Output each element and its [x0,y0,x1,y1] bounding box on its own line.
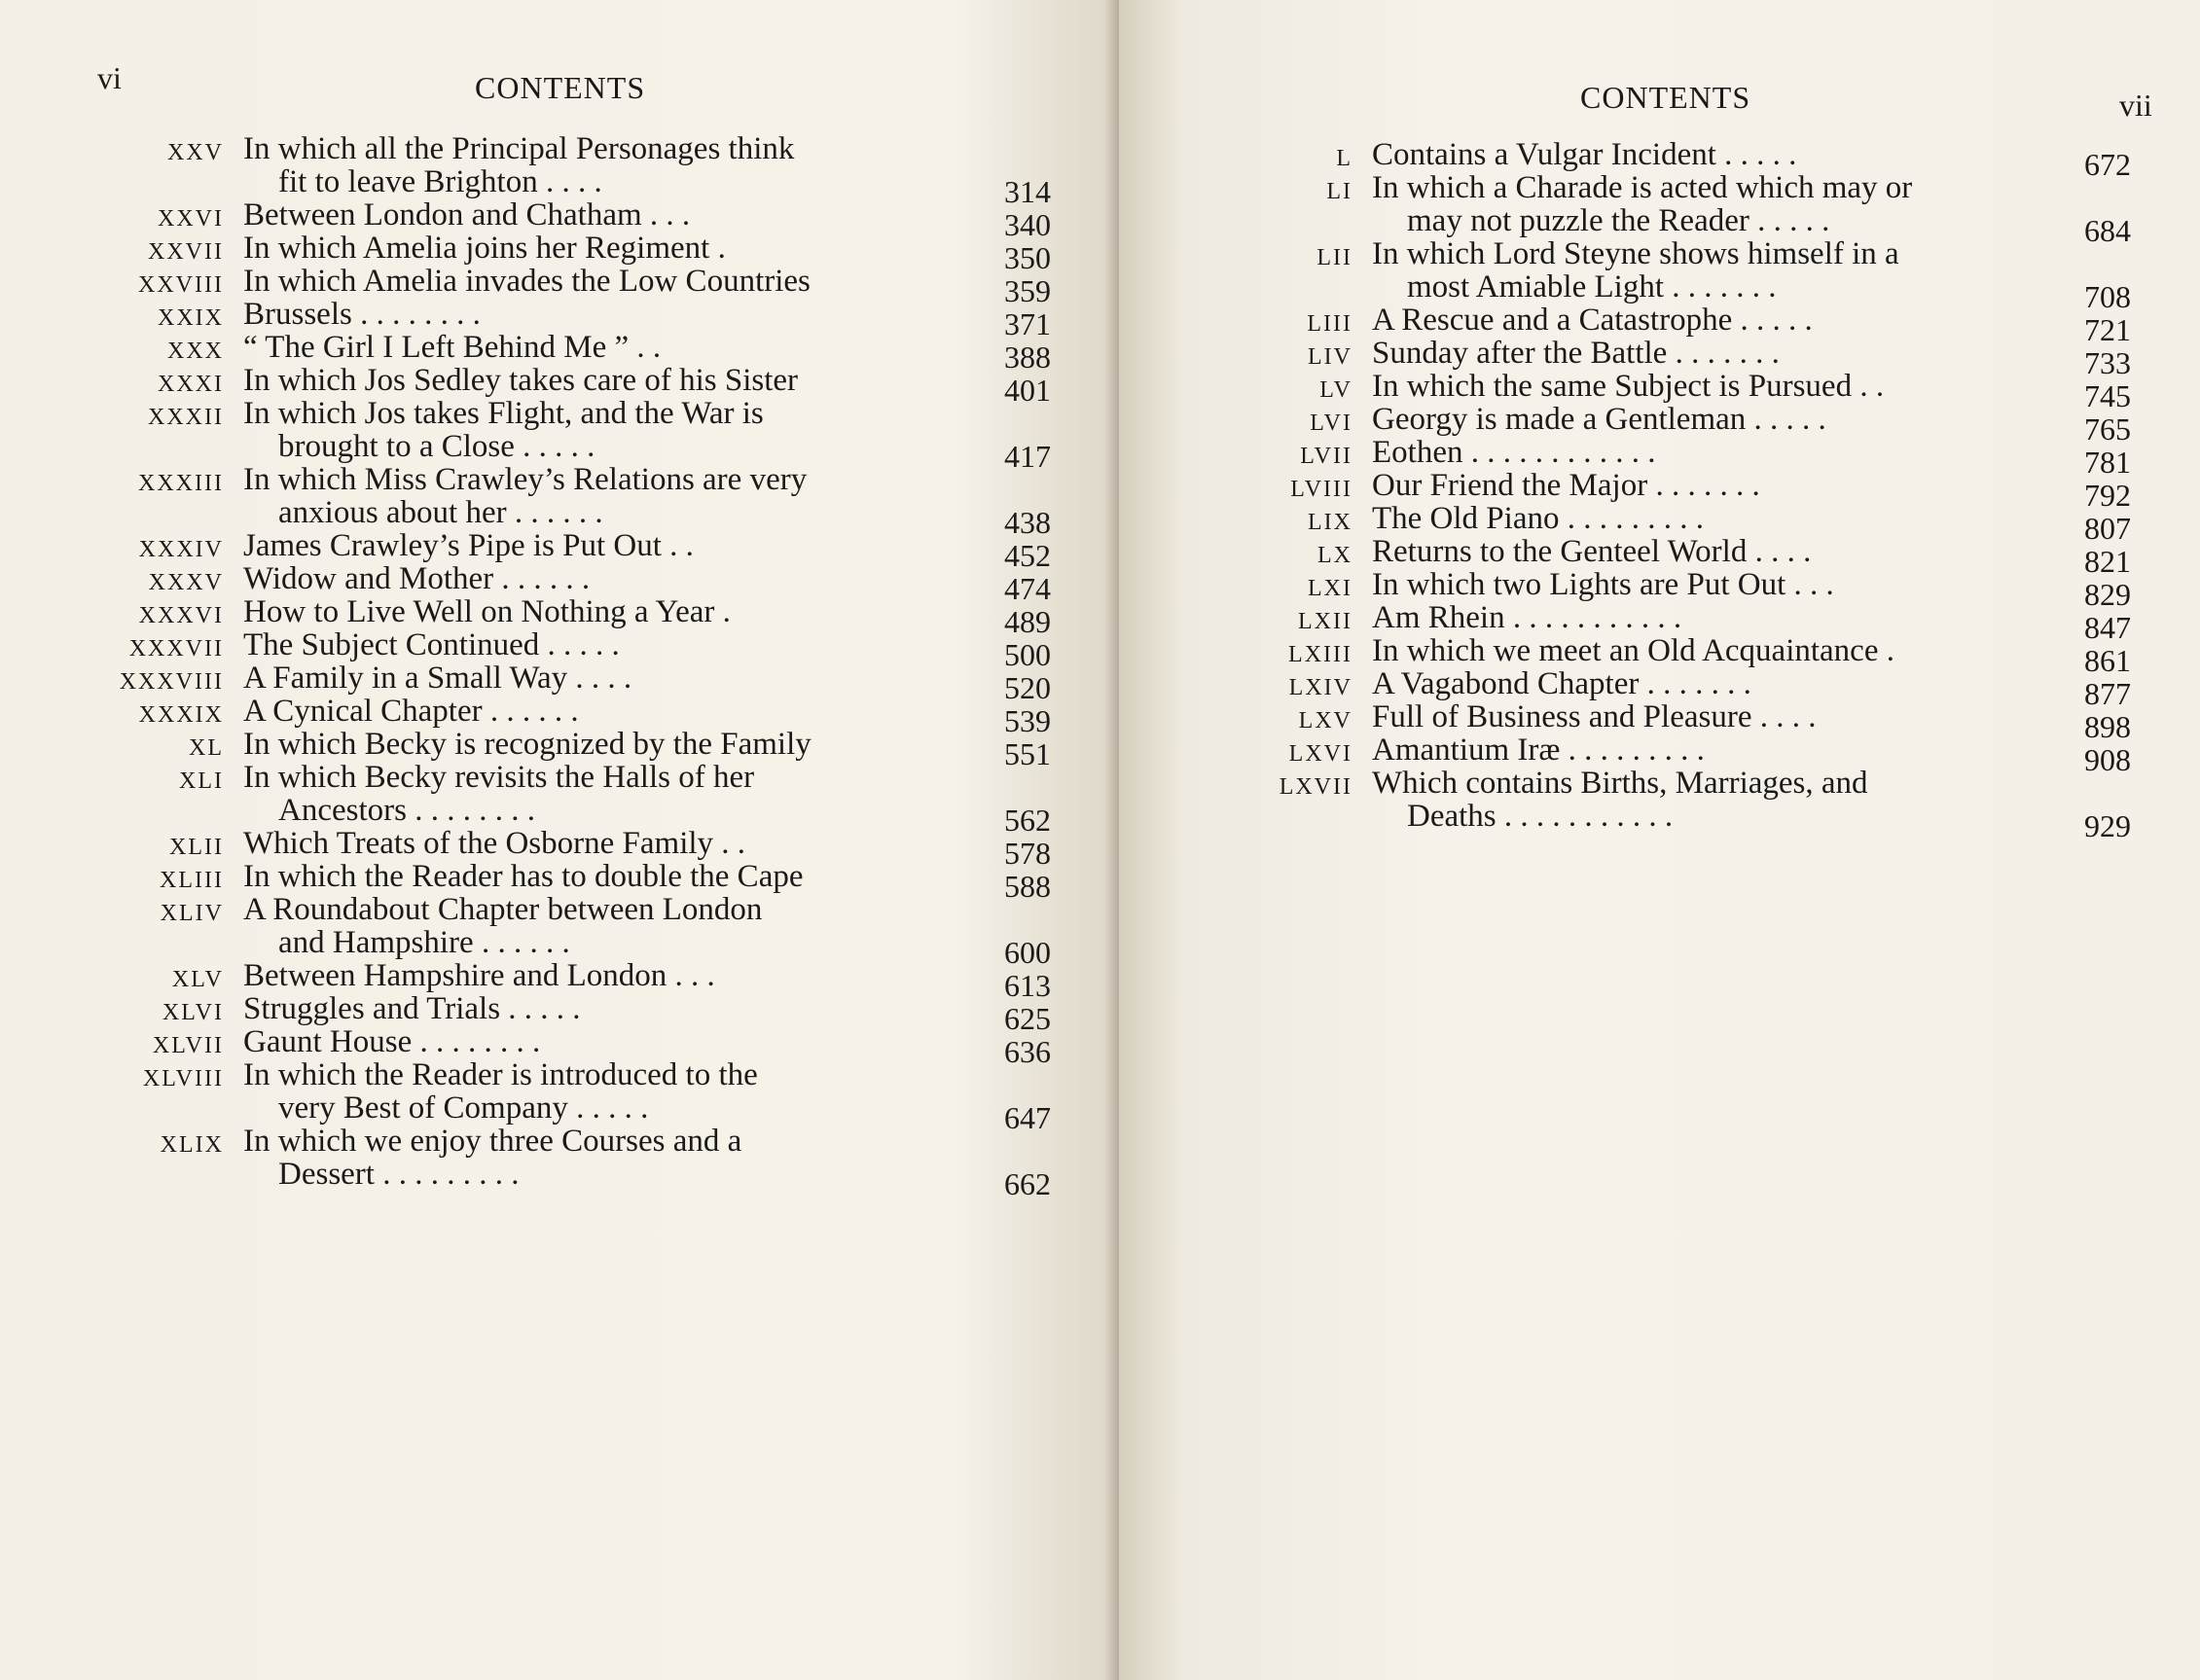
page-number: 898 [2084,709,2131,744]
chapter-title-line: A Vagabond Chapter . . . . . . . [1372,666,1751,701]
chapter-numeral: XXXIV [138,537,224,562]
chapter-title-line: The Old Piano . . . . . . . . . [1372,501,1704,536]
chapter-title-line: Which Treats of the Osborne Family . . [243,826,746,861]
chapter-numeral: XXXIX [138,702,224,728]
contents-entry [78,760,1061,838]
contents-entry [78,892,1061,970]
page-number: 708 [2084,279,2131,314]
chapter-title-line: may not puzzle the Reader . . . . . [1407,203,1830,238]
chapter-title-line: Brussels . . . . . . . . [243,297,481,332]
chapter-title [1372,138,2073,171]
chapter-title [243,827,963,860]
page-number: 733 [2084,345,2131,380]
contents-entry [78,627,1061,672]
chapter-title [243,463,963,529]
chapter-title-line: Full of Business and Pleasure . . . . [1372,699,1817,734]
chapter-title-line: The Subject Continued . . . . . [243,627,620,662]
chapter-title-line: Amantium Iræ . . . . . . . . . [1372,733,1705,768]
chapter-numeral: XXXVIII [119,669,224,695]
chapter-title-line: brought to a Close . . . . . [278,429,595,464]
contents-entry [1177,137,2150,182]
chapter-title [243,397,963,463]
chapter-title [243,364,963,397]
chapter-title [1372,237,2073,304]
contents-entry [1177,633,2150,678]
chapter-title-line: In which two Lights are Put Out . . . [1372,567,1834,602]
chapter-title-line: A Rescue and a Catastrophe . . . . . [1372,303,1813,338]
page-number: 861 [2084,643,2131,678]
page-number: 721 [2084,312,2131,347]
chapter-title [1372,667,2073,700]
contents-entry [78,661,1061,705]
chapter-numeral: L [1336,146,1352,171]
page-number: 500 [1004,637,1051,672]
page-number: 662 [1004,1166,1051,1201]
chapter-numeral: XXVII [148,239,224,265]
chapter-title [243,860,963,893]
chapter-numeral: LV [1319,377,1352,403]
chapter-title [1372,171,2073,237]
contents-entry [78,1057,1061,1135]
chapter-title-line: How to Live Well on Nothing a Year . [243,594,731,629]
chapter-title-line: In which Lord Steyne shows himself in a [1372,236,1899,271]
chapter-title-line: In which Becky revisits the Halls of her [243,760,755,795]
chapter-title [1372,634,2073,667]
chapter-title [1372,403,2073,436]
chapter-numeral: XLIII [160,868,224,893]
right-page [1119,0,2200,1680]
contents-entry [78,1124,1061,1201]
chapter-title [243,562,963,595]
left-running-head: CONTENTS [475,70,646,105]
chapter-title-line: In which Jos Sedley takes care of his Sister [243,363,799,398]
contents-entry [78,197,1061,242]
page-number: 684 [2084,213,2131,248]
chapter-title-line: In which we meet an Old Acquaintance . [1372,633,1894,668]
chapter-title [1372,733,2073,767]
chapter-numeral: LVI [1310,411,1352,436]
page-number: 829 [2084,577,2131,612]
chapter-numeral: LXVII [1279,774,1352,800]
chapter-numeral: XXXIII [138,471,224,496]
page-number: 551 [1004,736,1051,771]
chapter-title-line: Between London and Chatham . . . [243,197,691,232]
contents-entry [1177,766,2150,843]
page-number: 350 [1004,240,1051,275]
chapter-title [1372,436,2073,469]
contents-entry [78,727,1061,771]
chapter-numeral: XXXVI [138,603,224,628]
chapter-title [1372,304,2073,337]
chapter-title [243,893,963,959]
contents-entry [78,330,1061,375]
chapter-numeral: LIX [1308,510,1352,535]
chapter-numeral: LXIII [1288,642,1352,667]
page-number: 877 [2084,676,2131,711]
contents-entry [1177,369,2150,413]
contents-entry [78,131,1061,209]
contents-entry [1177,303,2150,347]
right-contents-list [1177,137,2150,843]
contents-entry [78,958,1061,1003]
page-number: 520 [1004,670,1051,705]
contents-entry [1177,666,2150,711]
page-number: 908 [2084,742,2131,777]
chapter-title [243,1125,963,1191]
chapter-title [243,232,963,265]
chapter-title [1372,568,2073,601]
chapter-title-line: In which the Reader has to double the Cape [243,859,804,894]
chapter-numeral: LXVI [1288,741,1352,767]
page-number: 474 [1004,571,1051,606]
chapter-title-line: Ancestors . . . . . . . . [278,793,535,828]
chapter-numeral: LVIII [1290,477,1352,502]
page-number: 438 [1004,505,1051,540]
chapter-title-line: Widow and Mother . . . . . . [243,561,591,596]
contents-entry [78,561,1061,606]
chapter-title [243,761,963,827]
chapter-title [243,595,963,628]
page-number: 314 [1004,174,1051,209]
contents-entry [78,363,1061,408]
chapter-numeral: LX [1317,543,1352,568]
contents-entry [78,231,1061,275]
chapter-numeral: XL [189,735,224,761]
contents-entry [1177,600,2150,645]
chapter-numeral: XXX [167,339,224,364]
chapter-title-line: Which contains Births, Marriages, and [1372,766,1868,801]
chapter-title [1372,469,2073,502]
chapter-title-line: A Family in a Small Way . . . . [243,661,632,696]
chapter-numeral: XLIV [160,901,224,926]
left-contents-list [78,131,1061,1201]
left-folio: vi [97,60,122,95]
chapter-title [1372,370,2073,403]
page-number: 340 [1004,207,1051,242]
chapter-numeral: XLI [179,769,224,794]
chapter-title-line: and Hampshire . . . . . . [278,925,570,960]
chapter-title-line: In which the same Subject is Pursued . . [1372,369,1885,404]
page-number: 401 [1004,373,1051,408]
chapter-title-line: Returns to the Genteel World . . . . [1372,534,1812,569]
chapter-title [243,728,963,761]
chapter-title-line: anxious about her . . . . . . [278,495,603,530]
chapter-title-line: In which all the Principal Personages think [243,131,795,166]
chapter-title-line: A Cynical Chapter . . . . . . [243,694,579,729]
chapter-title-line: Our Friend the Major . . . . . . . [1372,468,1760,503]
chapter-title-line: James Crawley’s Pipe is Put Out . . [243,528,694,563]
page-number: 600 [1004,935,1051,970]
chapter-numeral: LXIV [1288,675,1352,700]
chapter-title [243,132,963,198]
contents-entry [78,264,1061,308]
chapter-title-line: Dessert . . . . . . . . . [278,1157,520,1192]
contents-entry [1177,336,2150,380]
chapter-numeral: XLV [171,967,224,992]
chapter-title-line: Struggles and Trials . . . . . [243,991,581,1026]
chapter-numeral: LIV [1308,344,1352,370]
contents-entry [78,528,1061,573]
chapter-title [243,1058,963,1125]
page-number: 821 [2084,544,2131,579]
chapter-title-line: Eothen . . . . . . . . . . . . [1372,435,1656,470]
chapter-title [243,695,963,728]
chapter-title [1372,767,2073,833]
chapter-title-line: fit to leave Brighton . . . . [278,164,602,199]
page-number: 625 [1004,1001,1051,1036]
chapter-title-line: most Amiable Light . . . . . . . [1407,269,1777,304]
page-number: 647 [1004,1100,1051,1135]
chapter-numeral: XLVII [152,1033,224,1058]
chapter-numeral: XXXVII [128,636,224,661]
page-number: 613 [1004,968,1051,1003]
contents-entry [78,396,1061,474]
chapter-title [1372,601,2073,634]
chapter-title-line: Contains a Vulgar Incident . . . . . [1372,137,1797,172]
page-number: 371 [1004,306,1051,341]
chapter-title [1372,700,2073,733]
chapter-title-line: In which Jos takes Flight, and the War is [243,396,764,431]
contents-entry [1177,501,2150,546]
chapter-numeral: LI [1326,179,1352,204]
chapter-title-line: Between Hampshire and London . . . [243,958,715,993]
chapter-title-line: A Roundabout Chapter between London [243,892,763,927]
contents-entry [78,594,1061,639]
chapter-title [243,529,963,562]
chapter-title-line: “ The Girl I Left Behind Me ” . . [243,330,662,365]
chapter-title [243,959,963,992]
chapter-title-line: In which Amelia joins her Regiment . [243,231,726,266]
page-number: 539 [1004,703,1051,738]
page-number: 781 [2084,445,2131,480]
chapter-numeral: XLVIII [142,1066,224,1091]
page-number: 792 [2084,478,2131,513]
chapter-title [1372,535,2073,568]
chapter-numeral: XXVIII [138,272,224,298]
chapter-title-line: In which we enjoy three Courses and a [243,1124,742,1159]
page-number: 847 [2084,610,2131,645]
chapter-title [243,198,963,232]
chapter-numeral: LXI [1308,576,1352,601]
contents-entry [78,462,1061,540]
chapter-title-line: Am Rhein . . . . . . . . . . . [1372,600,1682,635]
contents-entry [1177,236,2150,314]
chapter-numeral: XXV [167,140,224,165]
chapter-title [243,1025,963,1058]
chapter-numeral: XLIX [160,1132,224,1158]
chapter-title-line: In which Becky is recognized by the Family [243,727,811,762]
chapter-title-line: Georgy is made a Gentleman . . . . . [1372,402,1826,437]
chapter-numeral: XLII [169,835,224,860]
contents-entry [78,297,1061,341]
chapter-numeral: LIII [1307,311,1352,337]
right-running-head: CONTENTS [1580,80,1751,115]
page-number: 672 [2084,147,2131,182]
right-folio: vii [2119,88,2152,123]
page-number: 562 [1004,803,1051,838]
page-number: 807 [2084,511,2131,546]
page-number: 388 [1004,340,1051,375]
contents-entry [78,1024,1061,1069]
chapter-title-line: In which the Reader is introduced to the [243,1057,758,1092]
contents-entry [1177,733,2150,777]
chapter-title [243,661,963,695]
chapter-title [243,298,963,331]
chapter-title [1372,502,2073,535]
chapter-title [243,628,963,661]
page-number: 489 [1004,604,1051,639]
page-number: 745 [2084,378,2131,413]
chapter-numeral: XXXII [148,405,224,430]
chapter-numeral: XXXI [158,372,224,397]
contents-entry [1177,699,2150,744]
contents-entry [1177,468,2150,513]
chapter-title-line: In which a Charade is acted which may or [1372,170,1913,205]
chapter-numeral: LXII [1298,609,1352,634]
page-number: 578 [1004,836,1051,871]
chapter-numeral: XLVI [162,1000,224,1025]
chapter-numeral: LVII [1300,444,1352,469]
page-number: 588 [1004,869,1051,904]
chapter-numeral: XXXV [148,570,224,595]
chapter-title [243,992,963,1025]
chapter-numeral: XXIX [158,305,224,331]
chapter-title [243,265,963,298]
page-number: 636 [1004,1034,1051,1069]
chapter-title [243,331,963,364]
contents-entry [78,826,1061,871]
chapter-title-line: very Best of Company . . . . . [278,1090,649,1126]
chapter-title-line: In which Miss Crawley’s Relations are very [243,462,808,497]
chapter-title-line: Sunday after the Battle . . . . . . . [1372,336,1780,371]
page-number: 929 [2084,808,2131,843]
contents-entry [1177,567,2150,612]
page-number: 765 [2084,411,2131,447]
chapter-title-line: Gaunt House . . . . . . . . [243,1024,541,1059]
page-number: 417 [1004,439,1051,474]
chapter-numeral: LXV [1298,708,1352,733]
contents-entry [1177,534,2150,579]
contents-entry [78,859,1061,904]
chapter-numeral: XXVI [158,206,224,232]
page-number: 452 [1004,538,1051,573]
chapter-numeral: LII [1316,245,1352,270]
contents-entry [1177,170,2150,248]
chapter-title [1372,337,2073,370]
contents-entry [1177,435,2150,480]
chapter-title-line: In which Amelia invades the Low Countries [243,264,811,299]
contents-entry [78,991,1061,1036]
contents-entry [1177,402,2150,447]
chapter-title-line: Deaths . . . . . . . . . . . [1407,799,1674,834]
page-number: 359 [1004,273,1051,308]
contents-entry [78,694,1061,738]
